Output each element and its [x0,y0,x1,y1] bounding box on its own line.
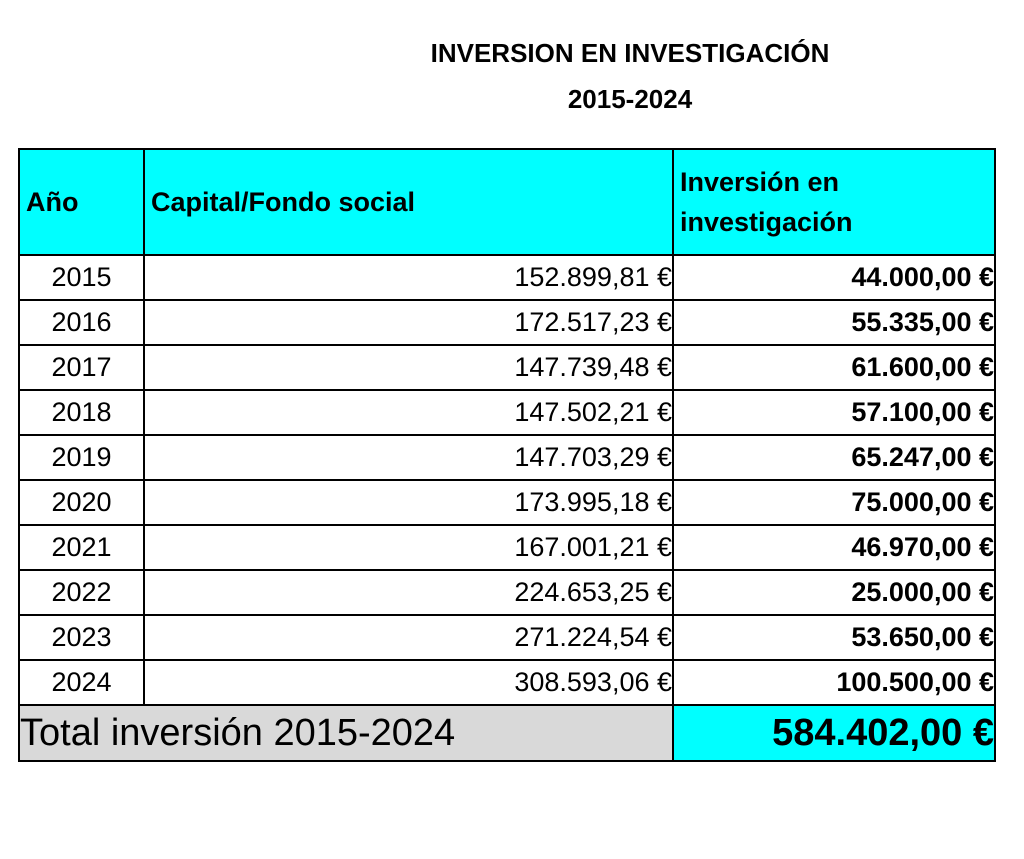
year-cell: 2015 [19,255,144,300]
investment-cell: 55.335,00 € [673,300,995,345]
investment-cell: 57.100,00 € [673,390,995,435]
year-cell: 2016 [19,300,144,345]
table-row [19,525,995,570]
capital-cell: 167.001,21 € [144,525,673,570]
table-body [19,255,995,705]
year-cell: 2021 [19,525,144,570]
table-row [19,660,995,705]
column-header-year: Año [19,149,144,255]
investment-cell: 100.500,00 € [673,660,995,705]
year-cell: 2024 [19,660,144,705]
capital-cell: 147.502,21 € [144,390,673,435]
table-row [19,615,995,660]
year-cell: 2022 [19,570,144,615]
year-cell: 2017 [19,345,144,390]
page-subtitle: 2015-2024 [567,84,693,114]
year-cell: 2020 [19,480,144,525]
total-label: Total inversión 2015-2024 [19,705,673,761]
investment-cell: 53.650,00 € [673,615,995,660]
table-row [19,390,995,435]
capital-cell: 147.703,29 € [144,435,673,480]
table-row [19,255,995,300]
year-cell: 2019 [19,435,144,480]
investment-cell: 25.000,00 € [673,570,995,615]
capital-cell: 173.995,18 € [144,480,673,525]
capital-cell: 308.593,06 € [144,660,673,705]
capital-cell: 271.224,54 € [144,615,673,660]
investment-cell: 46.970,00 € [673,525,995,570]
column-header-investment-line1: Inversión en [680,167,840,197]
table-header [19,149,995,255]
year-cell: 2023 [19,615,144,660]
page-title: INVERSION EN INVESTIGACIÓN [430,38,830,68]
capital-cell: 152.899,81 € [144,255,673,300]
column-header-capital: Capital/Fondo social [144,149,673,255]
table-row [19,435,995,480]
total-row [19,705,995,761]
table-row [19,300,995,345]
column-header-investment [673,149,995,255]
table-row [19,480,995,525]
capital-cell: 172.517,23 € [144,300,673,345]
capital-cell: 147.739,48 € [144,345,673,390]
total-value: 584.402,00 € [673,705,995,761]
investment-cell: 75.000,00 € [673,480,995,525]
investment-table [18,148,996,762]
investment-cell: 65.247,00 € [673,435,995,480]
column-header-investment-line2: investigación [680,207,853,237]
table-footer [19,705,995,761]
header-row [19,149,995,255]
table-row [19,570,995,615]
capital-cell: 224.653,25 € [144,570,673,615]
table-row [19,345,995,390]
investment-cell: 61.600,00 € [673,345,995,390]
year-cell: 2018 [19,390,144,435]
investment-cell: 44.000,00 € [673,255,995,300]
